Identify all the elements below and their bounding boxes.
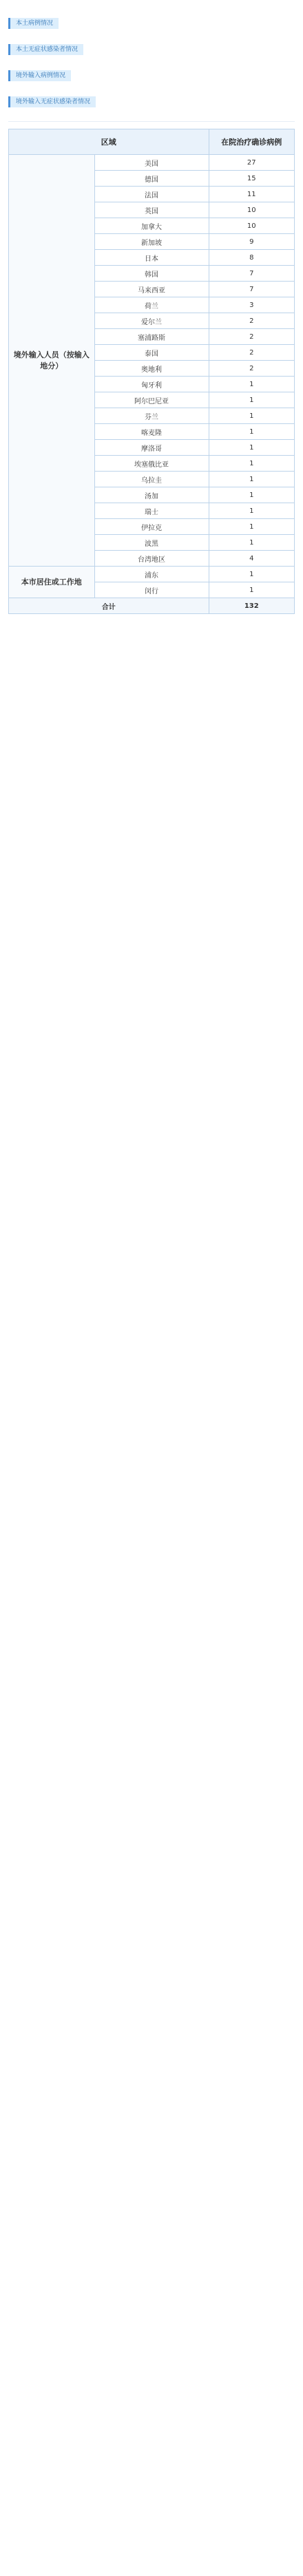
count-cell: 1 xyxy=(209,582,295,598)
place-cell: 瑞士 xyxy=(94,503,209,519)
count-cell: 11 xyxy=(209,187,295,202)
place-cell: 新加坡 xyxy=(94,234,209,250)
count-cell: 1 xyxy=(209,567,295,582)
count-cell: 1 xyxy=(209,392,295,408)
place-cell: 德国 xyxy=(94,171,209,187)
place-cell: 浦东 xyxy=(94,567,209,582)
place-cell: 乌拉圭 xyxy=(94,472,209,487)
total-count: 132 xyxy=(209,598,295,614)
count-cell: 1 xyxy=(209,424,295,440)
table-row xyxy=(9,155,295,171)
header-region: 区域 xyxy=(9,129,209,155)
place-cell: 汤加 xyxy=(94,487,209,503)
place-cell: 泰国 xyxy=(94,345,209,361)
place-cell: 波黑 xyxy=(94,535,209,551)
count-cell: 1 xyxy=(209,503,295,519)
place-cell: 摩洛哥 xyxy=(94,440,209,456)
section-tag: 本土无症状感染者情况 xyxy=(8,44,83,55)
count-cell: 2 xyxy=(209,345,295,361)
count-cell: 2 xyxy=(209,329,295,345)
count-cell: 15 xyxy=(209,171,295,187)
place-cell: 爱尔兰 xyxy=(94,313,209,329)
table-body xyxy=(9,155,295,614)
place-cell: 韩国 xyxy=(94,266,209,282)
place-cell: 美国 xyxy=(94,155,209,171)
case-table xyxy=(8,129,295,614)
section-tag: 境外输入无症状感染者情况 xyxy=(8,96,96,107)
section-tag: 本土病例情况 xyxy=(8,18,59,29)
count-cell: 3 xyxy=(209,297,295,313)
count-cell: 1 xyxy=(209,408,295,424)
count-cell: 10 xyxy=(209,218,295,234)
count-cell: 7 xyxy=(209,282,295,297)
count-cell: 9 xyxy=(209,234,295,250)
count-cell: 10 xyxy=(209,202,295,218)
place-cell: 台湾地区 xyxy=(94,551,209,567)
place-cell: 英国 xyxy=(94,202,209,218)
group-cell: 境外输入人员（按输入地分） xyxy=(9,155,95,567)
count-cell: 4 xyxy=(209,551,295,567)
article-section xyxy=(8,91,295,112)
count-cell: 27 xyxy=(209,155,295,171)
section-tag: 境外输入病例情况 xyxy=(8,70,71,81)
article-body xyxy=(8,12,295,112)
place-cell: 马来西亚 xyxy=(94,282,209,297)
count-cell: 1 xyxy=(209,456,295,472)
place-cell: 闵行 xyxy=(94,582,209,598)
group-cell: 本市居住或工作地 xyxy=(9,567,95,598)
count-cell: 1 xyxy=(209,535,295,551)
count-cell: 7 xyxy=(209,266,295,282)
place-cell: 芬兰 xyxy=(94,408,209,424)
place-cell: 阿尔巴尼亚 xyxy=(94,392,209,408)
place-cell: 荷兰 xyxy=(94,297,209,313)
header-count: 在院治疗确诊病例 xyxy=(209,129,295,155)
count-cell: 1 xyxy=(209,377,295,392)
table-header-row xyxy=(9,129,295,155)
count-cell: 2 xyxy=(209,313,295,329)
count-cell: 2 xyxy=(209,361,295,377)
count-cell: 1 xyxy=(209,472,295,487)
count-cell: 1 xyxy=(209,440,295,456)
place-cell: 奥地利 xyxy=(94,361,209,377)
count-cell: 8 xyxy=(209,250,295,266)
place-cell: 塞浦路斯 xyxy=(94,329,209,345)
table-row xyxy=(9,567,295,582)
article-section xyxy=(8,39,295,59)
place-cell: 加拿大 xyxy=(94,218,209,234)
top-strip xyxy=(8,0,295,7)
place-cell: 法国 xyxy=(94,187,209,202)
article-section xyxy=(8,12,295,33)
article-section xyxy=(8,65,295,85)
place-cell: 匈牙利 xyxy=(94,377,209,392)
place-cell: 喀麦隆 xyxy=(94,424,209,440)
total-row xyxy=(9,598,295,614)
divider xyxy=(8,121,295,122)
place-cell: 日本 xyxy=(94,250,209,266)
place-cell: 埃塞俄比亚 xyxy=(94,456,209,472)
place-cell: 伊拉克 xyxy=(94,519,209,535)
count-cell: 1 xyxy=(209,519,295,535)
count-cell: 1 xyxy=(209,487,295,503)
case-table-wrap xyxy=(8,129,295,614)
total-label: 合计 xyxy=(9,598,209,614)
